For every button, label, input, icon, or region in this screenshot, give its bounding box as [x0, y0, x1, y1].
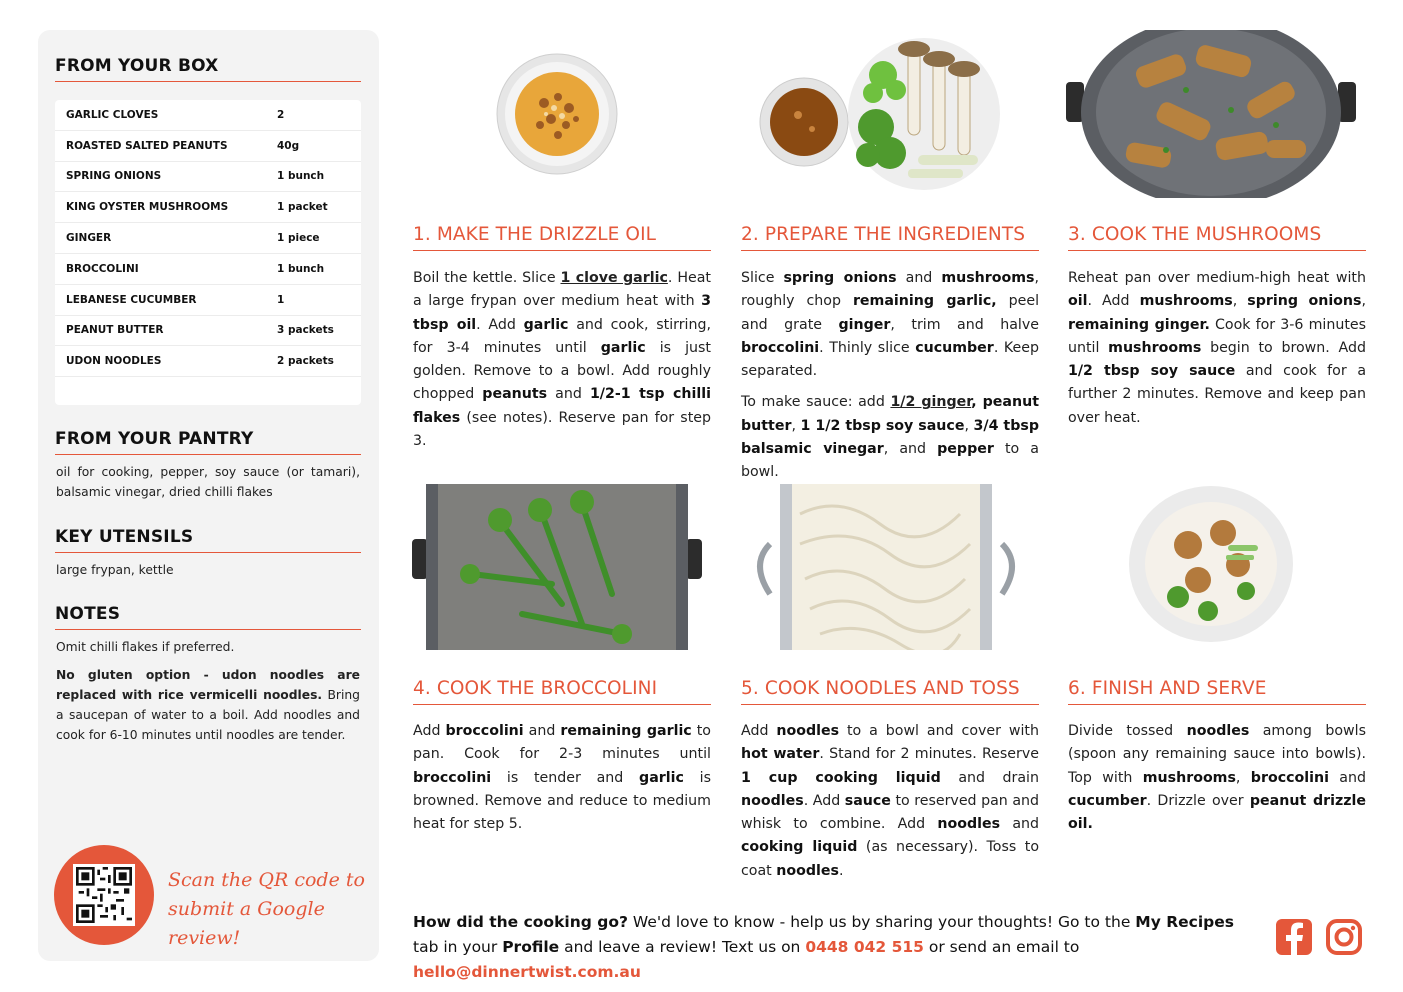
drizzle-oil-photo	[496, 53, 618, 175]
step-text: peel and grate	[741, 293, 1040, 333]
step-text: and	[896, 270, 942, 286]
table-row	[55, 223, 361, 254]
step-highlight: spring onions	[783, 270, 897, 286]
ingredient-name: GARLIC CLOVES	[66, 108, 159, 121]
step-highlight: garlic	[600, 339, 646, 356]
step-highlight: broccolini	[413, 769, 492, 786]
ingredient-qty: 2 packets	[277, 355, 334, 368]
step-text: . Keep separated.	[741, 339, 1039, 380]
step-highlight: broccolini	[741, 339, 820, 356]
ingredient-qty: 2	[277, 108, 285, 121]
step-text: . Add	[476, 316, 524, 333]
phone-link[interactable]: 0448 042 515	[805, 938, 924, 956]
step-text: ,	[964, 417, 974, 434]
step-text: Boil the kettle. Slice	[413, 270, 561, 286]
step-highlight: noodles	[776, 862, 839, 879]
step-text: , trim and halve	[890, 316, 1039, 333]
utensils-list: large frypan, kettle	[56, 563, 174, 577]
step-text: ,	[1361, 293, 1366, 310]
ingredient-name: UDON NOODLES	[66, 355, 162, 368]
step-text: , roughly chop	[741, 270, 1039, 310]
step-text: begin to brown. Add	[1201, 339, 1366, 356]
noodles-pot-photo	[750, 484, 1022, 650]
from-your-box-heading: FROM YOUR BOX	[55, 56, 361, 82]
ingredient-name: BROCCOLINI	[66, 262, 139, 275]
step-4-paragraph	[413, 720, 711, 836]
step-text: and drain	[940, 769, 1039, 786]
facebook-icon[interactable]	[1275, 918, 1313, 956]
step-1-paragraph	[413, 267, 711, 453]
profile-label: Profile	[502, 938, 560, 956]
footer-text: We'd love to know - help us by sharing your thoughts! Go to the	[627, 913, 1136, 931]
table-row	[55, 316, 361, 347]
from-your-pantry-heading: FROM YOUR PANTRY	[55, 429, 361, 455]
step-text: is browned. Remove and reduce to medium heat for step 5.	[413, 769, 712, 833]
footer-text: or send an email to	[923, 938, 1080, 956]
step-highlight: pepper	[937, 441, 994, 458]
notes-bold: No gluten option - udon noodles are replaced with rice vermicelli noodles.	[56, 668, 360, 702]
step-text: among bowls (spoon any remaining sauce into bowls). Top with	[1068, 723, 1366, 786]
step-text: Add	[413, 723, 446, 739]
step-text: to a bowl and cover with	[839, 723, 1039, 739]
step-highlight: cucumber	[1068, 792, 1147, 809]
footer-bold: How did the cooking go?	[413, 913, 628, 931]
step-highlight: 1/2 ginger	[890, 394, 972, 411]
step-highlight: garlic	[523, 316, 569, 333]
step-highlight: spring onions	[1247, 293, 1362, 310]
step-highlight: mushrooms	[941, 270, 1035, 286]
ingredient-name: KING OYSTER MUSHROOMS	[66, 201, 229, 214]
ingredient-qty: 1 packet	[277, 201, 328, 214]
step-2-sauce-paragraph	[741, 391, 1039, 484]
step-text: Cook for 3-6 minutes until	[1068, 316, 1366, 356]
step-text: Slice	[741, 270, 784, 286]
notes-line-2	[56, 665, 360, 745]
step-text: ,	[791, 417, 801, 434]
step-4-title: 4. COOK THE BROCCOLINI	[413, 678, 711, 705]
step-highlight: mushrooms	[1142, 769, 1236, 786]
step-6-title: 6. FINISH AND SERVE	[1068, 678, 1366, 705]
step-4-body	[413, 720, 711, 844]
step-highlight: peanuts	[482, 386, 548, 403]
step-highlight: 1 1/2 tbsp soy sauce	[800, 417, 965, 434]
step-highlight: 1/2 tbsp soy sauce	[1068, 363, 1236, 380]
step-3-title: 3. COOK THE MUSHROOMS	[1068, 224, 1366, 251]
mushrooms-pan-photo	[1066, 30, 1356, 198]
table-row	[55, 192, 361, 223]
table-row	[55, 254, 361, 285]
step-6-body	[1068, 720, 1366, 844]
email-link[interactable]: hello@dinnertwist.com.au	[413, 963, 641, 981]
step-highlight: garlic	[639, 769, 684, 786]
ingredient-qty: 40g	[277, 139, 300, 152]
step-text: (as necessary). Toss to coat	[741, 839, 1040, 879]
step-highlight: noodles	[741, 792, 804, 809]
step-1-title: 1. MAKE THE DRIZZLE OIL	[413, 224, 711, 251]
ingredients-photo	[758, 35, 1028, 193]
step-2-body	[741, 267, 1039, 493]
step-highlight: mushrooms	[1139, 293, 1233, 310]
step-text: . Add	[1087, 293, 1140, 310]
step-highlight: sauce	[844, 792, 891, 809]
footer-text: and leave a review! Text us on	[559, 938, 806, 956]
ingredient-qty: 1 piece	[277, 232, 320, 245]
qr-caption: Scan the QR code to submit a Google review!	[168, 869, 365, 949]
step-text: . Heat a large frypan over medium heat with	[413, 270, 711, 310]
step-highlight: 3 tbsp oil	[413, 293, 711, 333]
step-text: Divide tossed	[1068, 723, 1187, 739]
step-highlight: oil	[1068, 293, 1088, 310]
step-text: .	[838, 862, 844, 879]
notes-heading: NOTES	[55, 604, 361, 630]
table-row	[55, 285, 361, 316]
step-highlight: noodles	[937, 816, 1001, 833]
utensils-text	[56, 560, 360, 588]
step-highlight: broccolini	[445, 723, 524, 739]
ingredient-name: PEANUT BUTTER	[66, 324, 164, 337]
step-text: to pan. Cook for 2-3 minutes until	[413, 723, 711, 763]
step-highlight: 3/4 tbsp balsamic vinegar	[741, 417, 1039, 458]
ingredients-table	[55, 100, 361, 405]
step-highlight: noodles	[1186, 723, 1250, 739]
step-text: . Stand for 2 minutes. Reserve	[819, 746, 1039, 763]
step-highlight: cucumber	[915, 339, 994, 356]
step-highlight: remaining garlic,	[852, 293, 997, 310]
table-row	[55, 162, 361, 193]
step-text: to reserved pan and whisk to combine. Add	[741, 792, 1040, 833]
ingredient-name: GINGER	[66, 232, 112, 245]
notes-text	[56, 637, 360, 753]
step-5-body	[741, 720, 1039, 891]
step-text: To make sauce: add	[741, 394, 891, 411]
step-text: ,	[1235, 769, 1251, 786]
notes-rest: Bring a saucepan of water to a boil. Add noodles and cook for 6-10 minutes until noodles are tender.	[56, 688, 360, 742]
step-5-title: 5. COOK NOODLES AND TOSS	[741, 678, 1039, 705]
step-text: is tender and	[491, 769, 640, 786]
step-text: is just golden. Remove to a bowl. Add roughly chopped	[413, 339, 711, 403]
qr-code-icon	[73, 864, 135, 926]
step-text: and cook for a further 2 minutes. Remove and keep pan over heat.	[1068, 363, 1367, 426]
step-text: . Add	[803, 792, 845, 809]
step-highlight: mushrooms	[1108, 339, 1202, 356]
footer-text: tab in your	[413, 938, 503, 956]
step-6-paragraph	[1068, 720, 1366, 836]
ingredient-qty: 1	[277, 293, 285, 306]
broccolini-pan-photo	[412, 484, 702, 650]
my-recipes-label: My Recipes	[1135, 913, 1234, 931]
notes-line-1: Omit chilli flakes if preferred.	[56, 640, 235, 654]
step-highlight: broccolini	[1250, 769, 1329, 786]
step-text: to a bowl.	[741, 441, 1039, 481]
step-highlight: noodles	[776, 723, 840, 739]
step-text: . Thinly slice	[819, 339, 916, 356]
step-3-paragraph	[1068, 267, 1366, 430]
step-highlight: hot water	[741, 746, 820, 763]
ingredient-qty: 1 bunch	[277, 170, 325, 183]
step-text: (see notes). Reserve pan for step 3.	[413, 409, 711, 450]
step-text: ,	[1232, 293, 1248, 310]
step-text: , and	[883, 441, 938, 458]
ingredient-qty: 3 packets	[277, 324, 334, 337]
pantry-text	[56, 462, 360, 510]
step-highlight: 1 clove garlic	[560, 270, 668, 286]
finished-dish-photo	[1128, 485, 1294, 643]
step-5-paragraph	[741, 720, 1039, 883]
step-text: and	[547, 386, 590, 403]
instagram-icon[interactable]	[1325, 918, 1363, 956]
step-text: and	[523, 723, 561, 739]
step-text: Reheat pan over medium-high heat with	[1068, 270, 1366, 286]
step-3-body	[1068, 267, 1366, 438]
step-text: and	[1000, 816, 1040, 833]
step-highlight: cooking liquid	[741, 839, 858, 856]
pantry-list: oil for cooking, pepper, soy sauce (or tamari), balsamic vinegar, dried chilli flakes	[56, 465, 360, 499]
table-row	[55, 131, 361, 162]
step-2-title: 2. PREPARE THE INGREDIENTS	[741, 224, 1039, 251]
ingredients-sidebar	[38, 30, 379, 961]
step-1-body	[413, 267, 711, 461]
step-highlight: ginger	[838, 316, 891, 333]
step-text: . Drizzle over	[1146, 792, 1250, 809]
ingredient-name: ROASTED SALTED PEANUTS	[66, 139, 228, 152]
key-utensils-heading: KEY UTENSILS	[55, 527, 361, 553]
step-highlight: remaining garlic	[560, 723, 692, 739]
step-highlight: 1 cup cooking liquid	[741, 769, 941, 786]
ingredient-qty: 1 bunch	[277, 262, 325, 275]
step-text: and cook, stirring, for 3-4 minutes until	[413, 316, 712, 356]
step-highlight: 1/2-1 tsp chilli flakes	[413, 386, 711, 426]
step-highlight: , peanut butter	[741, 394, 1039, 434]
ingredient-name: SPRING ONIONS	[66, 170, 162, 183]
step-2-paragraph	[741, 267, 1039, 383]
table-row	[55, 100, 361, 131]
ingredient-name: LEBANESE CUCUMBER	[66, 293, 197, 306]
feedback-footer	[413, 910, 1263, 985]
step-highlight: peanut drizzle oil.	[1068, 792, 1366, 833]
qr-badge[interactable]	[54, 845, 154, 945]
step-text: Add	[741, 723, 777, 739]
step-text: and	[1328, 769, 1367, 786]
table-row	[55, 346, 361, 377]
step-highlight: remaining ginger.	[1068, 316, 1210, 333]
